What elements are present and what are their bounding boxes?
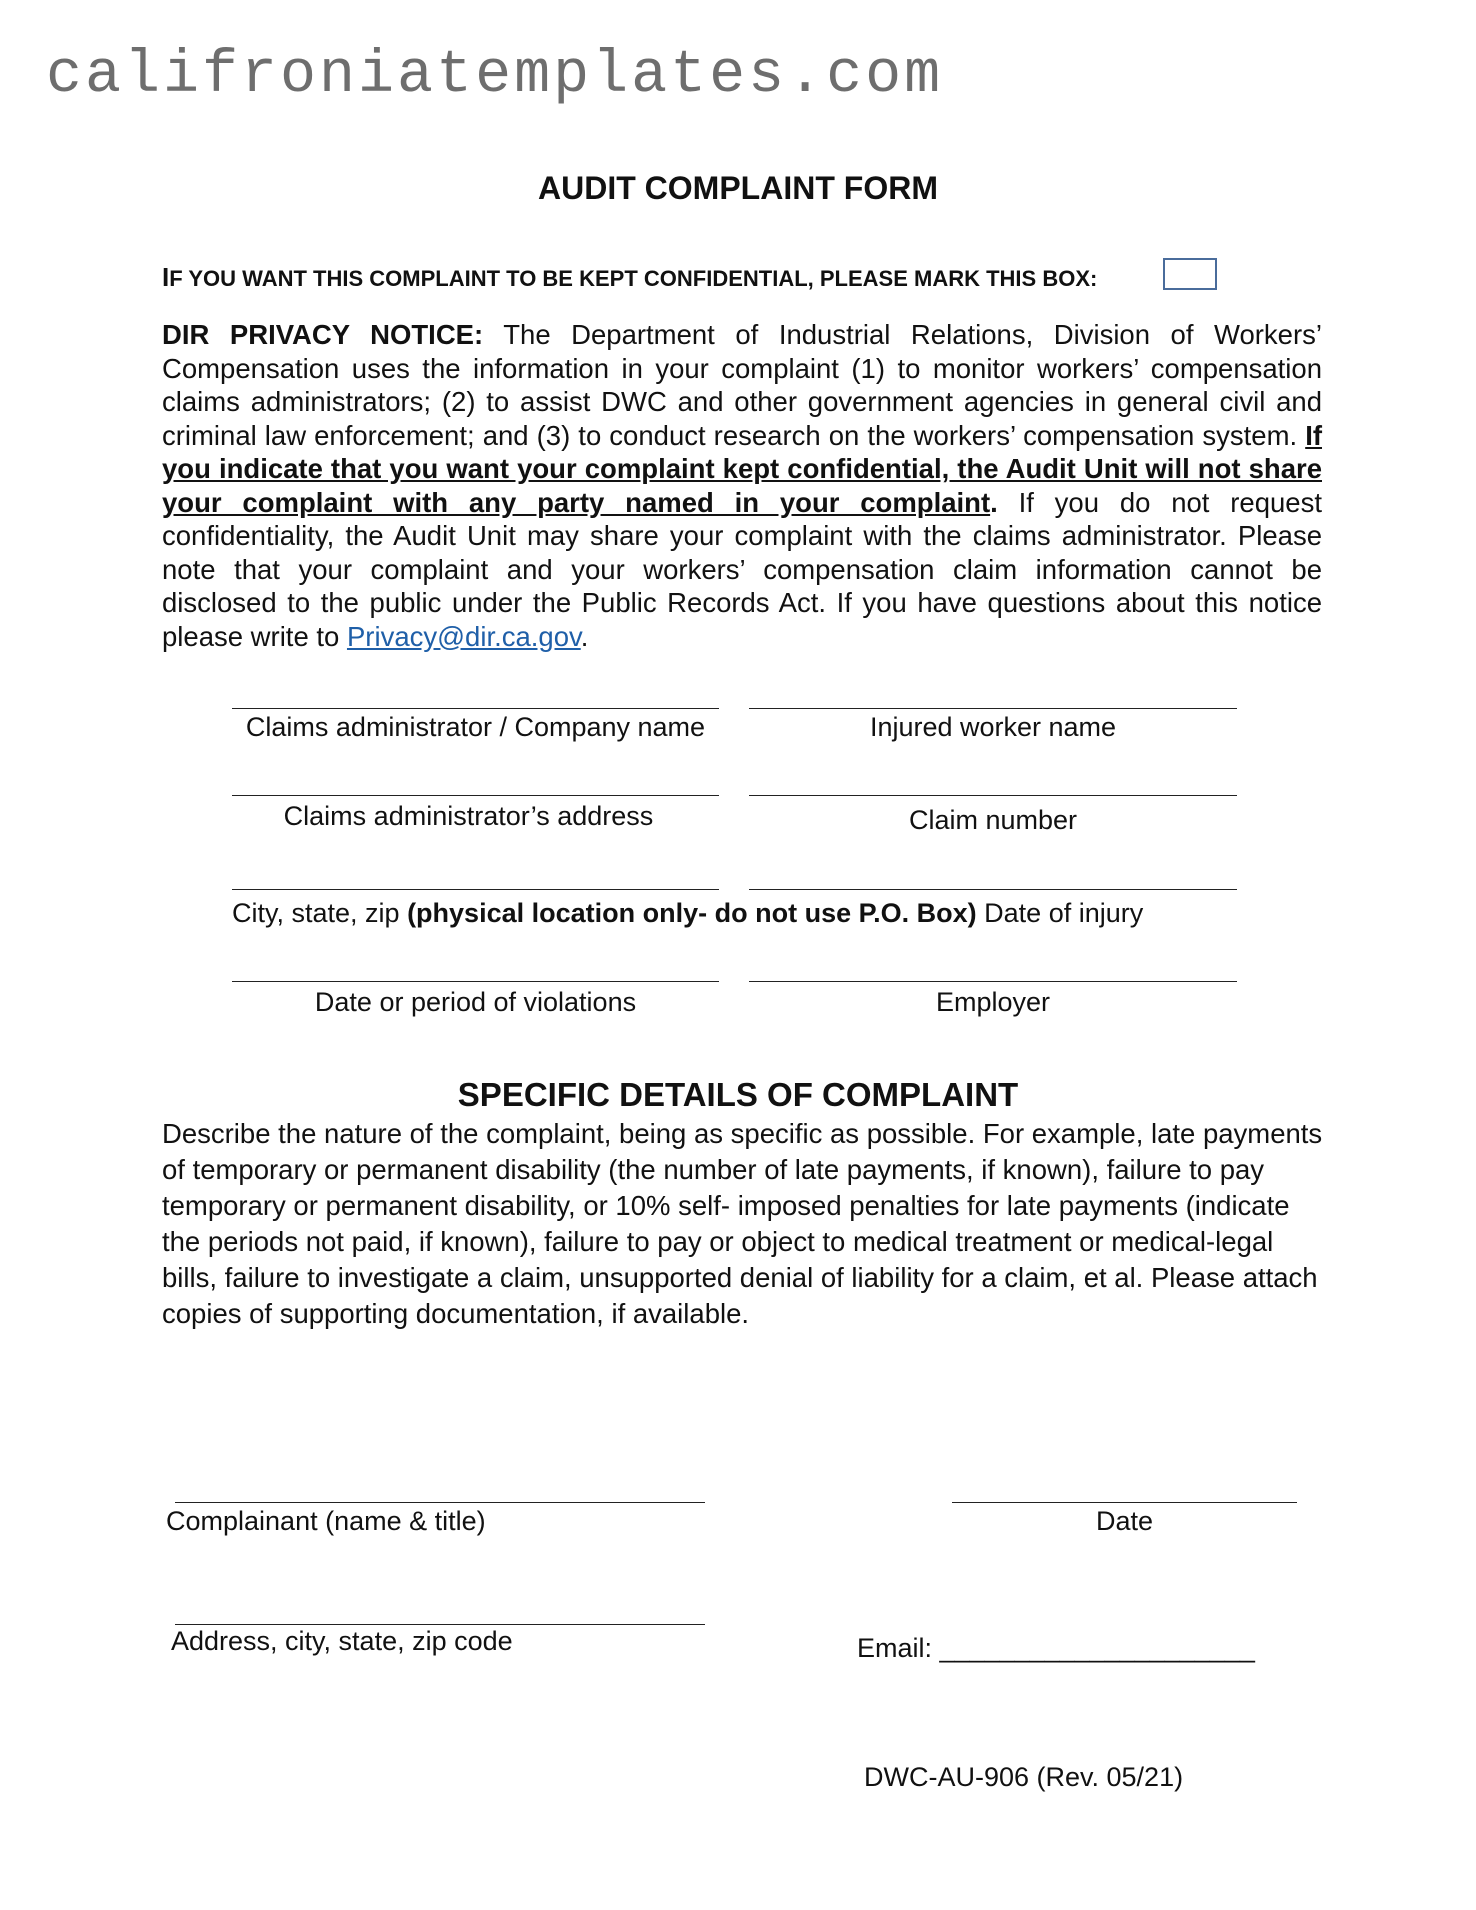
date-label: Date — [1095, 1506, 1154, 1536]
city-state-zip-label — [232, 898, 1143, 929]
city-state-zip-line[interactable] — [232, 889, 719, 890]
employer-line[interactable] — [749, 981, 1237, 982]
date-line[interactable] — [952, 1502, 1297, 1503]
date-of-injury-line[interactable] — [749, 889, 1237, 890]
privacy-emphasis: If you indicate that you want your complaint kept confidential, the Audit Unit will not share your complaint with any party named in your complaint — [162, 419, 1322, 518]
admin-address-label: Claims administrator’s address — [283, 801, 654, 831]
complainant-line[interactable] — [175, 1502, 705, 1503]
privacy-end: . — [580, 620, 589, 652]
privacy-period: . — [990, 486, 998, 518]
complainant-label: Complainant (name & title) — [166, 1506, 486, 1536]
company-name-line[interactable] — [232, 708, 719, 709]
injured-worker-label: Injured worker name — [869, 712, 1117, 742]
company-name-label: Claims administrator / Company name — [245, 712, 706, 742]
details-heading: SPECIFIC DETAILS OF COMPLAINT — [457, 1076, 1019, 1113]
privacy-text-1: The Department of Industrial Relations, Division of Workers’ Compensation uses the information in your complaint (1) to monitor workers’ compensation claims administrators; (2) to assist DWC and other government agencies in general civil and criminal law enforcement; and (3) to conduct research on the workers’ compensation system. — [162, 319, 1322, 451]
email-field[interactable]: Email: _____________________ — [857, 1633, 1255, 1663]
address-label: Address, city, state, zip code — [171, 1626, 513, 1656]
claim-number-line[interactable] — [749, 795, 1237, 796]
privacy-notice — [162, 318, 1322, 653]
form-id: DWC-AU-906 (Rev. 05/21) — [864, 1762, 1184, 1792]
claim-number-label: Claim number — [908, 805, 1078, 835]
confidential-label — [162, 262, 1097, 293]
admin-address-line[interactable] — [232, 795, 719, 796]
violation-period-line[interactable] — [232, 981, 719, 982]
confidential-text: F YOU WANT THIS COMPLAINT TO BE KEPT CONFIDENTIAL, PLEASE MARK THIS BOX: — [169, 266, 1098, 291]
city-state-zip-note: (physical location only- do not use P.O. Box) — [407, 898, 977, 928]
details-instructions — [162, 1116, 1332, 1332]
privacy-email-link[interactable]: Privacy@dir.ca.gov — [346, 620, 581, 652]
address-line[interactable] — [175, 1624, 705, 1625]
privacy-text-2: If you do not request confidentiality, the Audit Unit may share your complaint with the claims administrator. Please note that your complaint and your workers’ compensation claim information cannot be disclosed to the public under the Public Records Act. If you have questions about this notice please write to — [162, 486, 1322, 652]
city-state-zip-text: City, state, zip — [232, 898, 408, 928]
date-of-injury-label: Date of injury — [984, 898, 1144, 928]
page-title: AUDIT COMPLAINT FORM — [538, 170, 938, 206]
violation-period-label: Date or period of violations — [314, 987, 637, 1017]
injured-worker-line[interactable] — [749, 708, 1237, 709]
privacy-heading: DIR PRIVACY NOTICE: — [162, 319, 484, 350]
watermark: califroniatemplates.com — [46, 42, 944, 110]
confidential-checkbox[interactable] — [1163, 258, 1217, 290]
details-text: Describe the nature of the complaint, being as specific as possible. For example, late payments of temporary or permanent disability (the number of late payments, if known), failure to pay temporary or permanent disability, or 10% self- imposed penalties for late payments (indicate the periods not paid, if known), failure to pay or object to medical treatment or medical-legal bills, failure to investigate a claim, unsupported denial of liability for a claim, et al. Please attach copies of supporting documentation, if available. — [162, 1118, 1323, 1329]
confidential-initial: I — [162, 262, 170, 292]
employer-label: Employer — [935, 987, 1051, 1017]
